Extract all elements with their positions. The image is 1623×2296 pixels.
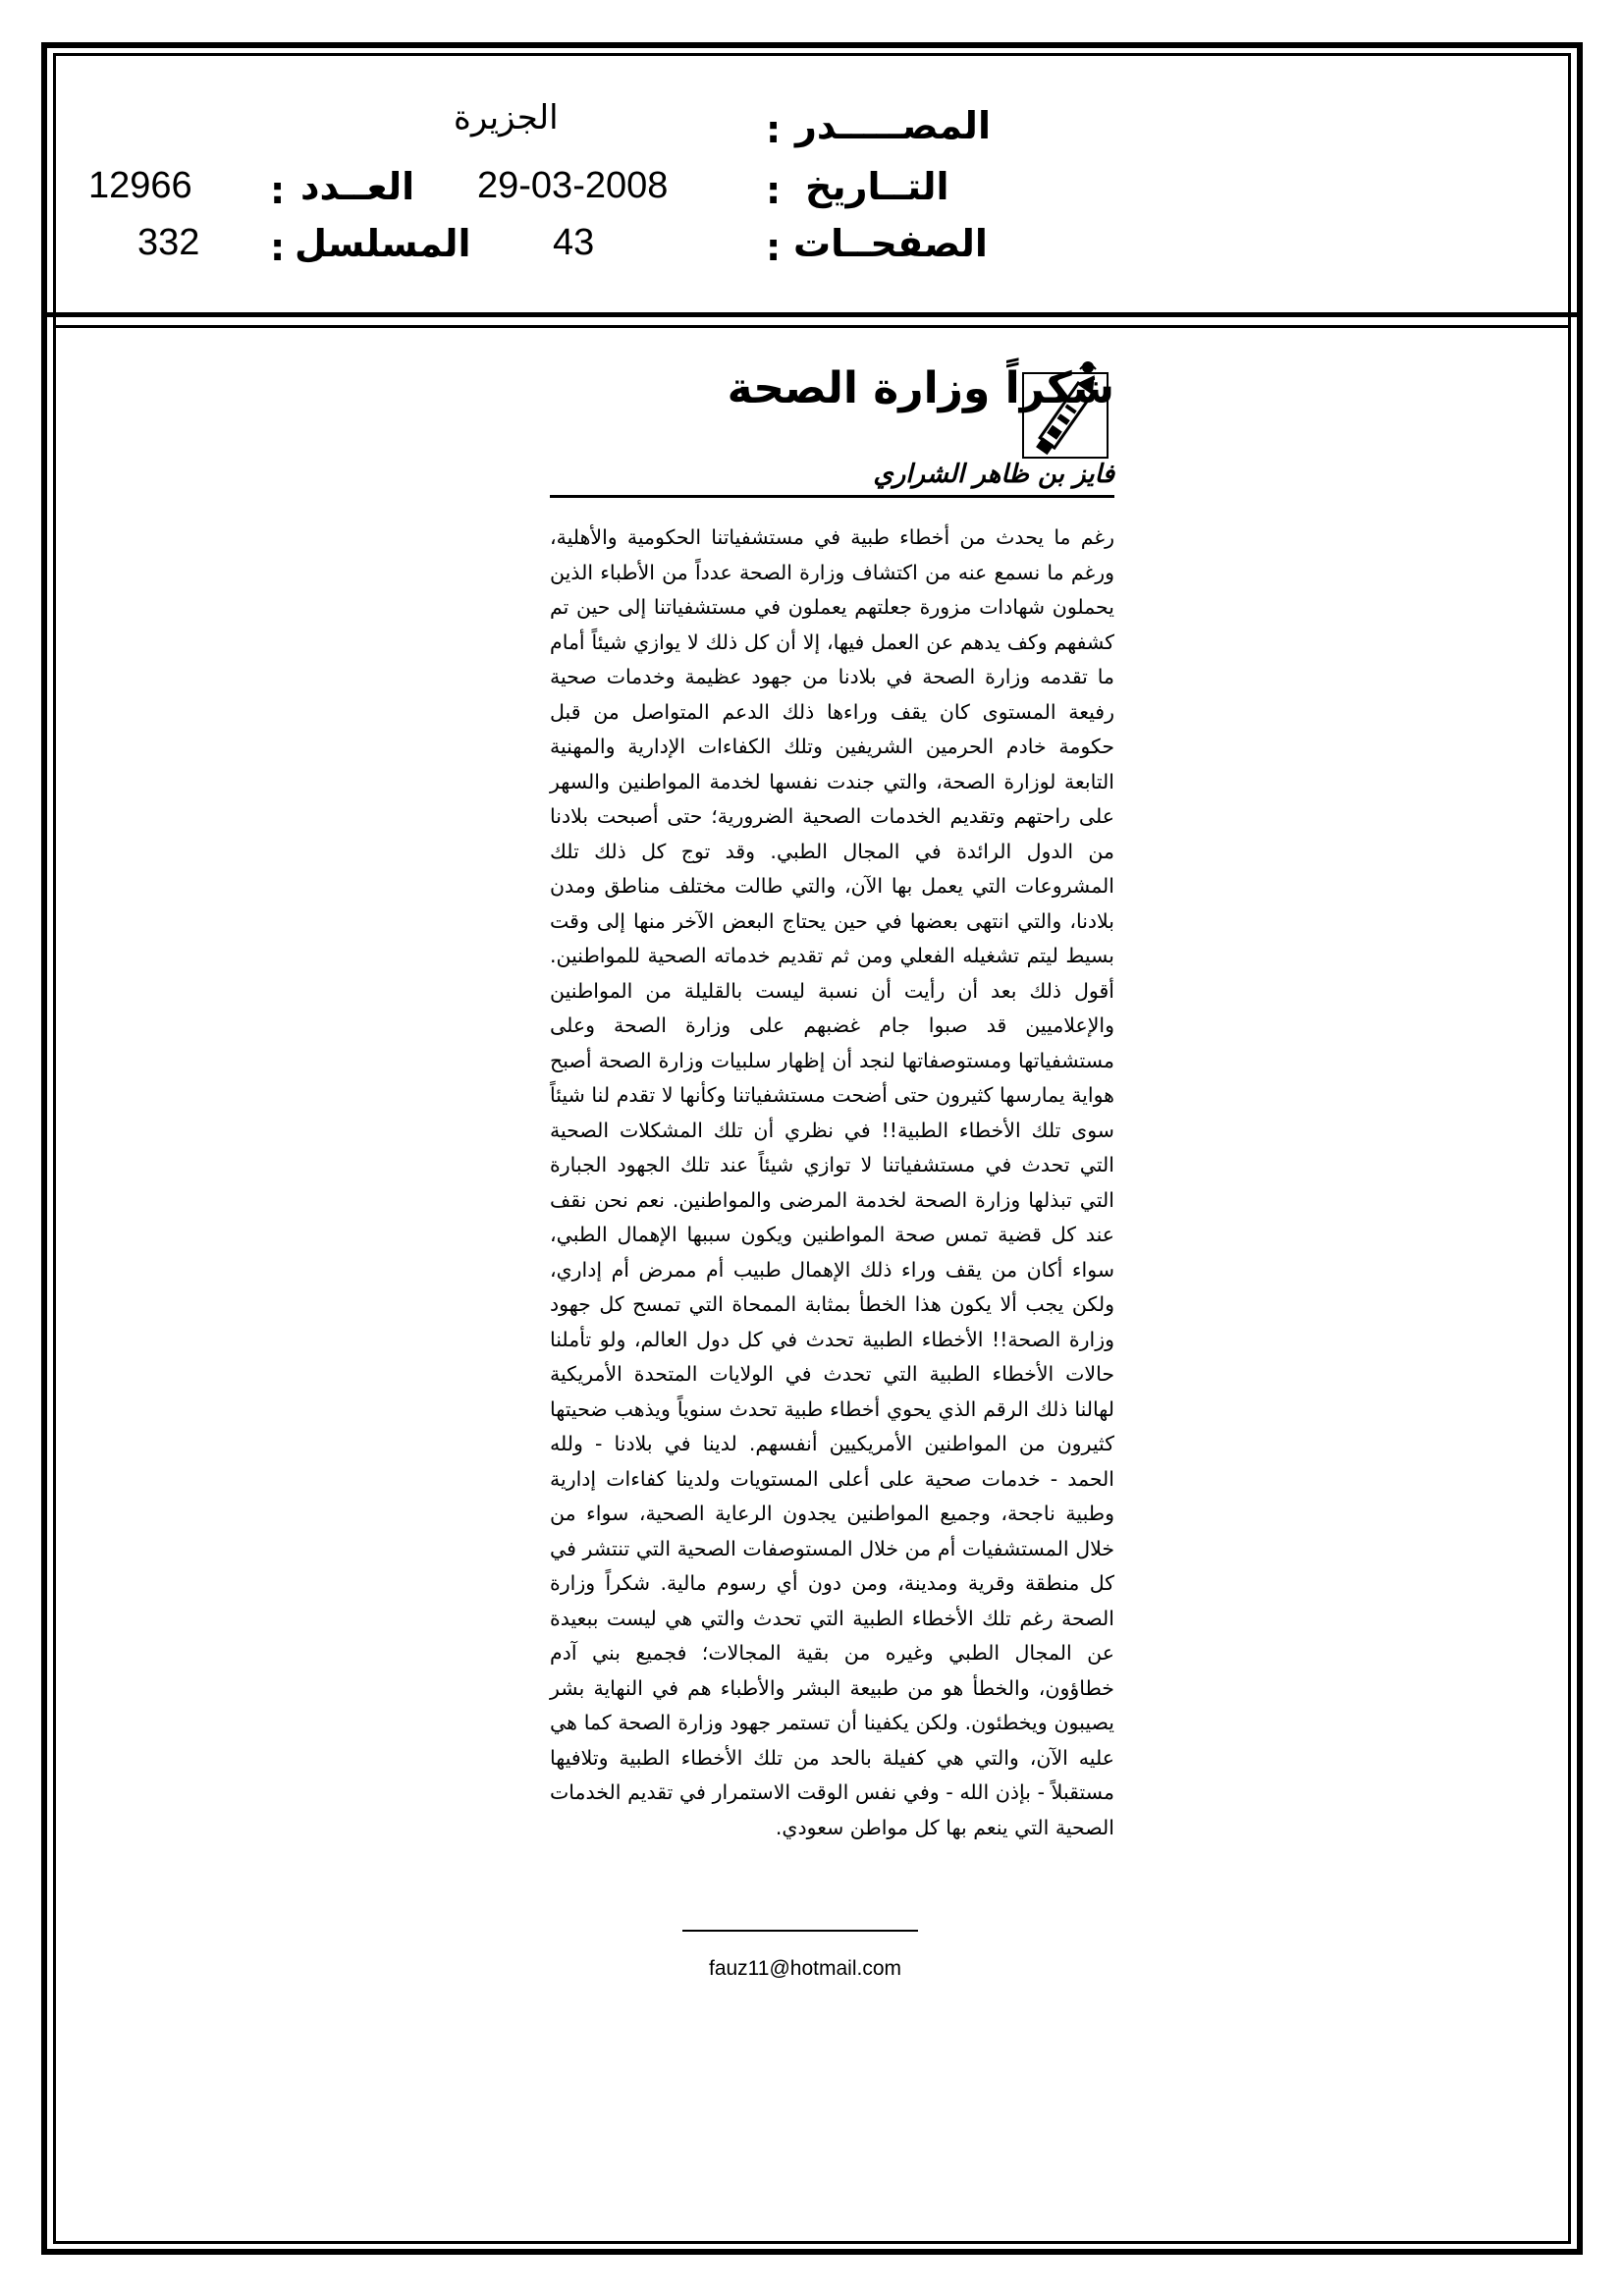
source-label: المصـــــدر (795, 104, 991, 147)
serial-label: المسلسل (295, 222, 471, 265)
serial-colon: : (270, 226, 286, 269)
source-colon: : (766, 108, 782, 151)
issue-label: العــدد (300, 165, 415, 208)
header-divider (41, 312, 1583, 317)
author-email: fauz11@hotmail.com (708, 1957, 901, 1980)
date-value: 29-03-2008 (477, 165, 669, 206)
source-value: الجزيرة (454, 98, 559, 137)
article-clipping (550, 354, 1114, 2033)
pages-label: الصفحــات (793, 222, 988, 265)
date-label: التــاريخ (805, 165, 949, 208)
issue-value: 12966 (88, 165, 192, 206)
signature-divider (682, 1930, 918, 1932)
article-title: شكراً وزارة الصحة (727, 363, 1114, 413)
serial-value: 332 (137, 222, 200, 263)
article-body: رغم ما يحدث من أخطاء طبية في مستشفياتنا الحكومية والأهلية، ورغم ما نسمع عنه من اكتشاف وزارة الصحة عدداً من الأطباء الذين يحملون شهادات مزورة جعلتهم يعملون في مستشفياتنا إلى حين تم كشفهم وكف يدهم عن العمل فيها، إلا أن كل ذلك لا يوازي شيئاً أمام ما تقدمه وزارة الصحة في بلادنا من جهود عظيمة وخدمات صحية رفيعة المستوى كان يقف وراءها ذلك الدعم المتواصل من قبل حكومة خادم الحرمين الشريفين وتلك الكفاءات الإدارية والمهنية التابعة لوزارة الصحة، والتي جندت نفسها لخدمة المواطنين والسهر على راحتهم وتقديم الخدمات الصحية الضرورية؛ حتى أصبحت بلادنا من الدول الرائدة في المجال الطبي. وقد توج كل ذلك تلك المشروعات التي يعمل بها الآن، والتي طالت مختلف مناطق ومدن بلادنا، والتي انتهى بعضها في حين يحتاج البعض الآخر منها إلى وقت بسيط ليتم تشغيله الفعلي ومن ثم تقديم خدماته الصحية للمواطنين. أقول ذلك بعد أن رأيت أن نسبة ليست بالقليلة من المواطنين والإعلاميين قد صبوا جام غضبهم على وزارة الصحة وعلى مستشفياتها ومستوصفاتها لنجد أن إظهار سلبيات وزارة الصحة أصبح هواية يمارسها كثيرون حتى أضحت مستشفياتنا وكأنها لا تقدم لنا شيئاً سوى تلك الأخطاء الطبية!! في نظري أن تلك المشكلات الصحية التي تحدث في مستشفياتنا لا توازي شيئاً عند تلك الجهود الجبارة التي تبذلها وزارة الصحة لخدمة المرضى والمواطنين. نعم نحن نقف عند كل قضية تمس صحة المواطنين ويكون سببها الإهمال الطبي، سواء أكان من يقف وراء ذلك الإهمال طبيب أم ممرض أم إداري، ولكن يجب ألا يكون هذا الخطأ بمثابة الممحاة التي تمسح كل جهود وزارة الصحة!! الأخطاء الطبية تحدث في كل دول العالم، ولو تأملنا حالات الأخطاء الطبية التي تحدث في الولايات المتحدة الأمريكية لهالنا ذلك الرقم الذي يحوي أخطاء طبية تحدث سنوياً ويذهب ضحيتها كثيرون من المواطنين الأمريكيين أنفسهم. لدينا في بلادنا - ولله الحمد - خدمات صحية على أعلى المستويات ولدينا كفاءات إدارية وطبية ناجحة، وجميع المواطنين يجدون الرعاية الصحية، سواء من خلال المستشفيات أم من خلال المستوصفات الصحية التي تنتشر في كل منطقة وقرية ومدينة، ومن دون أي رسوم مالية. شكراً وزارة الصحة رغم تلك الأخطاء الطبية التي تحدث والتي هي ليست ببعيدة عن المجال الطبي وغيره من بقية المجالات؛ فجميع بني آدم خطاؤون، والخطأ هو من طبيعة البشر والأطباء هم في النهاية بشر يصيبون ويخطئون. ولكن يكفينا أن تستمر جهود وزارة الصحة كما هي عليه الآن، والتي هي كفيلة بالحد من تلك الأخطاء الطبية وتلافيها مستقبلاً - بإذن الله - وفي نفس الوقت الاستمرار في تقديم الخدمات الصحية التي ينعم بها كل مواطن سعودي. (550, 525, 1114, 1839)
header-divider-inner (53, 325, 1571, 328)
pages-colon: : (766, 226, 782, 269)
date-colon: : (766, 169, 782, 212)
issue-colon: : (270, 169, 286, 212)
pages-value: 43 (553, 222, 595, 263)
article-author: فايز بن ظاهر الشراري (550, 460, 1114, 498)
